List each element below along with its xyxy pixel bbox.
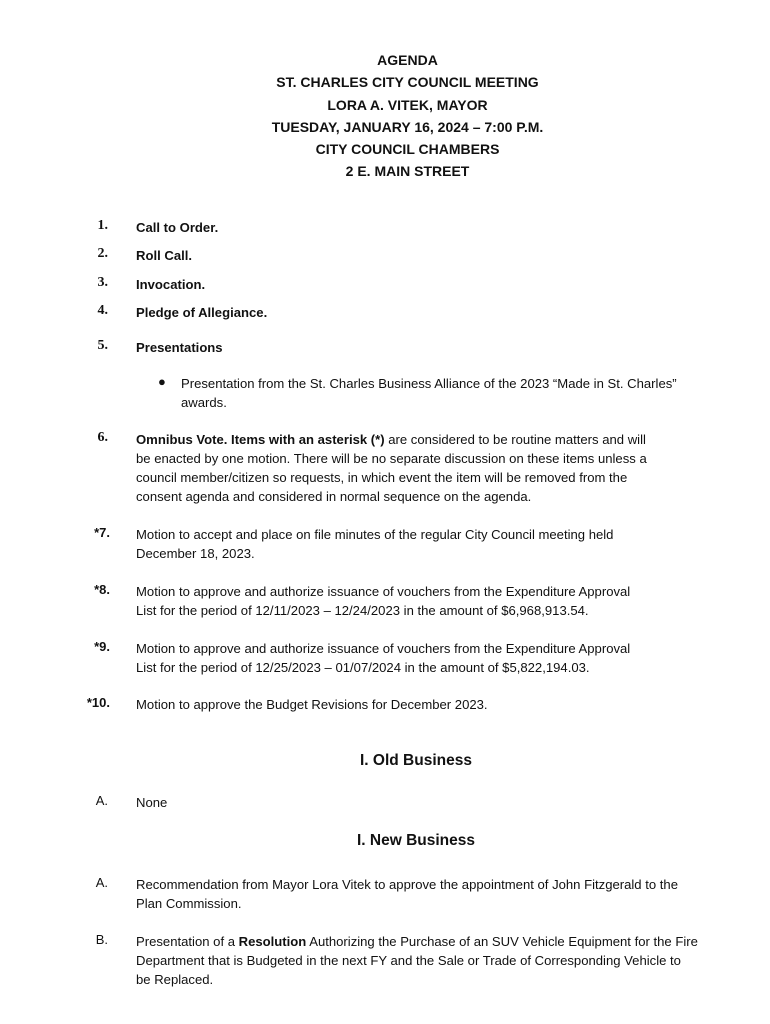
item-text: Authorizing the Purchase of an SUV Vehicle Equipment for the Fire xyxy=(306,934,698,949)
item-text: None xyxy=(136,795,168,810)
item-line: Plan Commission. xyxy=(136,896,242,911)
bullet-icon: ● xyxy=(158,374,166,389)
item-number: 3. xyxy=(97,275,108,290)
item-number: 5. xyxy=(97,338,108,353)
item-number: *7. xyxy=(94,525,110,540)
item-text: Invocation. xyxy=(136,277,206,292)
header-location: CITY COUNCIL CHAMBERS xyxy=(315,141,500,158)
header-address: 2 E. MAIN STREET xyxy=(345,163,470,180)
consent-line: December 18, 2023. xyxy=(136,546,255,561)
omnibus-line: be enacted by one motion. There will be no separate discussion on these items unless a xyxy=(136,451,647,466)
consent-line: Motion to approve and authorize issuance of vouchers from the Expenditure Approval xyxy=(136,641,631,656)
omnibus-line: council member/citizen so requests, in which event the item will be removed from the xyxy=(136,470,628,485)
new-business-title: I. New Business xyxy=(356,832,475,849)
item-line xyxy=(136,932,726,951)
item-number: *10. xyxy=(86,695,110,710)
omnibus-line: consent agenda and considered in normal sequence on the agenda. xyxy=(136,489,532,504)
item-text: Roll Call. xyxy=(136,248,193,263)
bullet-line: awards. xyxy=(181,395,227,410)
item-letter: A. xyxy=(95,793,108,808)
item-number: 4. xyxy=(97,303,108,318)
item-number: 6. xyxy=(97,430,108,445)
consent-line: Motion to accept and place on file minutes of the regular City Council meeting held xyxy=(136,527,614,542)
item-number: 2. xyxy=(97,246,108,261)
item-letter: B. xyxy=(95,932,108,947)
agenda-header xyxy=(0,49,770,183)
header-mayor: LORA A. VITEK, MAYOR xyxy=(327,96,488,113)
consent-line: List for the period of 12/11/2023 – 12/24/2023 in the amount of $6,968,913.54. xyxy=(136,603,589,618)
omnibus-bold-text: Omnibus Vote. Items with an asterisk (*) xyxy=(136,432,385,447)
item-text: Presentations xyxy=(136,340,223,355)
consent-line: Motion to approve the Budget Revisions for December 2023. xyxy=(136,697,488,712)
consent-line: List for the period of 12/25/2023 – 01/07/2024 in the amount of $5,822,194.03. xyxy=(136,660,590,675)
item-number: 1. xyxy=(97,218,108,233)
item-text: Call to Order. xyxy=(136,220,219,235)
item-letter: A. xyxy=(95,875,108,890)
item-number: *9. xyxy=(94,639,110,654)
item-prefix: Presentation of a xyxy=(136,934,239,949)
header-meeting-name: ST. CHARLES CITY COUNCIL MEETING xyxy=(276,74,539,91)
item-line: Department that is Budgeted in the next FY and the Sale or Trade of Corresponding Vehicle to xyxy=(136,953,681,968)
old-business-title: I. Old Business xyxy=(360,752,472,769)
bullet-line: Presentation from the St. Charles Business Alliance of the 2023 “Made in St. Charles” xyxy=(181,376,677,391)
item-text: Pledge of Allegiance. xyxy=(136,305,268,320)
omnibus-text: are considered to be routine matters and will xyxy=(384,432,646,447)
header-title: AGENDA xyxy=(377,52,438,68)
resolution-bold-text: Resolution xyxy=(238,934,307,949)
item-line: be Replaced. xyxy=(136,972,214,987)
item-number: *8. xyxy=(94,582,110,597)
item-line: Recommendation from Mayor Lora Vitek to approve the appointment of John Fitzgerald to the xyxy=(136,877,678,892)
consent-line: Motion to approve and authorize issuance of vouchers from the Expenditure Approval xyxy=(136,584,631,599)
header-date-time: TUESDAY, JANUARY 16, 2024 – 7:00 P.M. xyxy=(271,118,544,135)
omnibus-line xyxy=(136,430,726,449)
